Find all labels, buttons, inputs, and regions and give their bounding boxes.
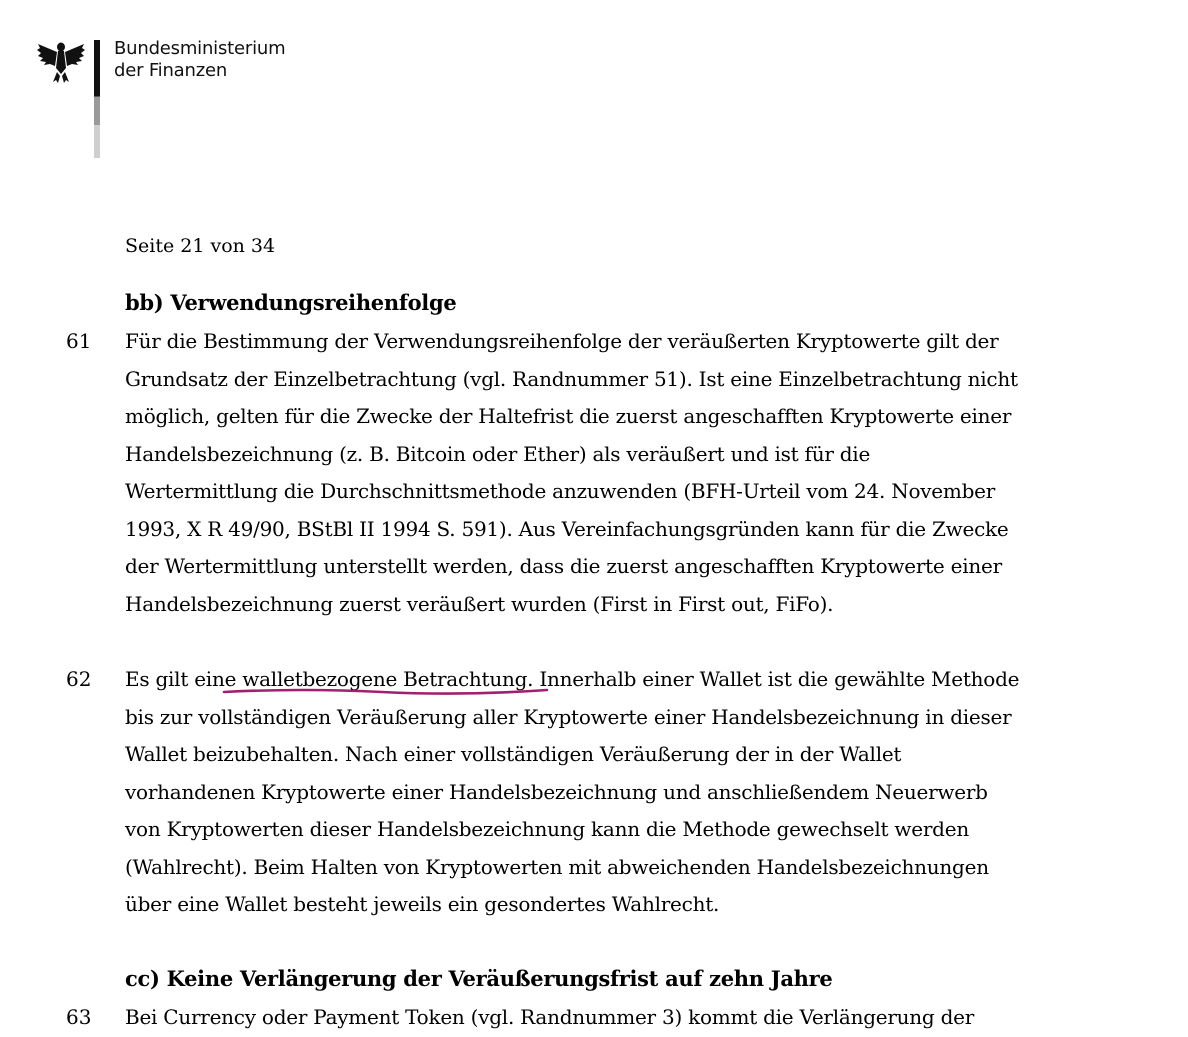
margin-number-62: 62 [66,667,92,691]
paragraph-line: bis zur vollständigen Veräußerung aller Kryptowerte einer Handelsbezeichnung in dieser [125,704,1012,729]
ministry-name-line1: Bundesministerium [114,38,286,59]
paragraph-line: (Wahlrecht). Beim Halten von Kryptowerten mit abweichenden Handelsbezeichnungen [125,854,989,879]
paragraph-line: 1993, X R 49/90, BStBl II 1994 S. 591). Aus Vereinfachungsgründen kann für die Zwecke [125,516,1009,541]
paragraph-line: von Kryptowerten dieser Handelsbezeichnung kann die Methode gewechselt werden [125,817,969,841]
ministry-name [114,38,285,82]
ministry-name-line2: der Finanzen [114,60,228,81]
paragraph-line: Bei Currency oder Payment Token (vgl. Randnummer 3) kommt die Verlängerung der [125,1005,975,1029]
paragraph-line: Wallet beizubehalten. Nach einer vollständigen Veräußerung der in der Wallet [125,742,902,766]
flag-bar [94,40,100,158]
margin-number-63: 63 [66,1005,92,1029]
paragraph-line: Wertermittlung die Durchschnittsmethode anzuwenden (BFH-Urteil vom 24. November [125,479,996,503]
paragraph-line: Grundsatz der Einzelbetrachtung (vgl. Randnummer 51). Ist eine Einzelbetrachtung nicht [125,366,1018,391]
section-heading-bb: bb) Verwendungsreihenfolge [125,290,457,315]
federal-eagle-icon [36,38,86,84]
paragraph-line: der Wertermittlung unterstellt werden, dass die zuerst angeschafften Kryptowerte einer [125,554,1002,578]
paragraph-line: möglich, gelten für die Zwecke der Haltefrist die zuerst angeschafften Kryptowerte einer [125,404,1012,428]
paragraph-62 [125,661,1085,924]
section-heading-cc: cc) Keine Verlängerung der Veräußerungsfrist auf zehn Jahre [125,966,833,991]
highlight-underline [222,684,552,698]
paragraph-61 [125,323,1085,623]
paragraph-line: über eine Wallet besteht jeweils ein gesondertes Wahlrecht. [125,892,720,916]
paragraph-line: vorhandenen Kryptowerte einer Handelsbezeichnung und anschließendem Neuerwerb [125,779,988,804]
paragraph-line: Handelsbezeichnung (z. B. Bitcoin oder Ether) als veräußert und ist für die [125,441,871,466]
margin-number-61: 61 [66,329,92,353]
page-number: Seite 21 von 34 [125,235,276,257]
paragraph-line: Für die Bestimmung der Verwendungsreihenfolge der veräußerten Kryptowerte gilt der [125,329,999,353]
paragraph-line: Handelsbezeichnung zuerst veräußert wurden (First in First out, FiFo). [125,591,834,616]
paragraph-line: Es gilt eine walletbezogene Betrachtung. Innerhalb einer Wallet ist die gewählte Methode [125,667,1020,691]
